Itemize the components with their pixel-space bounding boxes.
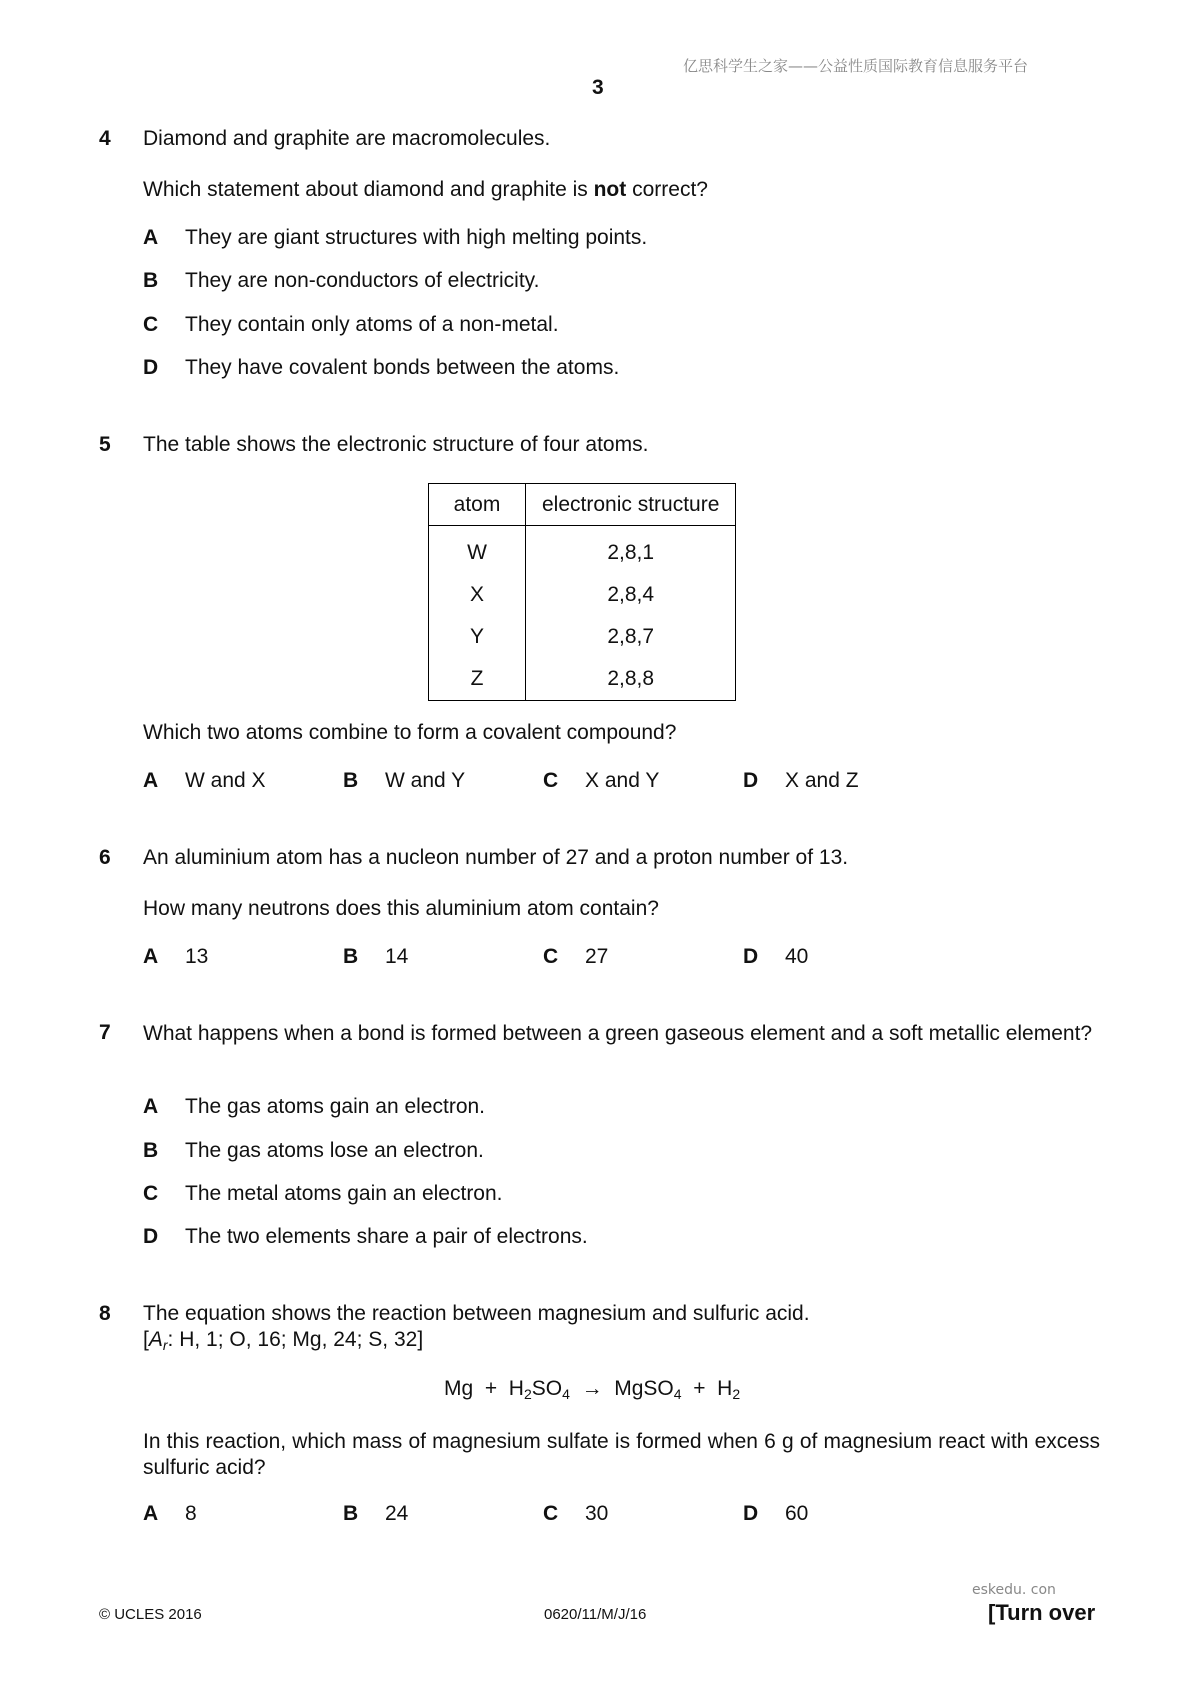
table-row: X 2,8,4 [429,574,736,616]
q8-option-b: B 24 [343,1502,409,1525]
footer-copyright: © UCLES 2016 [99,1606,202,1623]
q5-text: The table shows the electronic structure of four atoms. [143,433,649,456]
table-header-atom: atom [429,484,526,526]
q4-option-d: D They have covalent bonds between the atoms. [143,356,620,379]
q7-number: 7 [99,1021,111,1044]
electronic-structure-table [428,483,736,701]
q5-option-c: C X and Y [543,769,660,792]
q4-question: Which statement about diamond and graphite is not correct? [143,178,708,201]
q8-number: 8 [99,1302,111,1325]
q5-option-a: A W and X [143,769,266,792]
q8-relative-masses: [$A_r$: H, 1; O, 16; Mg, 24; S, 32] [143,1328,424,1353]
table-row: Y 2,8,7 [429,616,736,658]
table-row: W 2,8,1 [429,526,736,575]
q7-text: What happens when a bond is formed between a green gaseous element and a soft metallic element? [143,1022,1093,1045]
reaction-arrow: → [581,1377,603,1400]
q5-question: Which two atoms combine to form a covalent compound? [143,721,677,744]
table-row: Z 2,8,8 [429,658,736,701]
q8-text: The equation shows the reaction between magnesium and sulfuric acid. [143,1302,810,1325]
q6-option-d: D 40 [743,945,809,968]
q4-option-a: A They are giant structures with high melting points. [143,226,648,249]
q4-option-c: C They contain only atoms of a non-metal. [143,313,559,336]
q7-option-c: C The metal atoms gain an electron. [143,1182,503,1205]
q5-option-d: D X and Z [743,769,859,792]
q6-option-b: B 14 [343,945,409,968]
footer-watermark: eskedu. con [972,1582,1056,1598]
q4-text: Diamond and graphite are macromolecules. [143,127,551,150]
header-watermark: 亿思科学生之家——公益性质国际教育信息服务平台 [683,57,1029,75]
table-header-structure: electronic structure [526,484,736,526]
q6-question: How many neutrons does this aluminium atom contain? [143,897,659,920]
q8-option-d: D 60 [743,1502,809,1525]
q5-number: 5 [99,433,111,456]
reaction-equation: $Mg + H_2SO_4$ → MgSO$_4$ + $H_2$ [444,1377,741,1402]
q6-text: An aluminium atom has a nucleon number of 27 and a proton number of 13. [143,846,849,869]
q4-number: 4 [99,127,111,150]
footer-paper-code: 0620/11/M/J/16 [544,1606,647,1623]
page-number: 3 [592,76,604,99]
q4-option-b: B They are non-conductors of electricity. [143,269,540,292]
q7-option-d: D The two elements share a pair of electrons. [143,1225,588,1248]
q5-option-b: B W and Y [343,769,466,792]
turn-over-label: [Turn over [988,1600,1096,1625]
q6-option-a: A 13 [143,945,209,968]
q6-option-c: C 27 [543,945,609,968]
q8-option-a: A 8 [143,1502,197,1525]
q8-option-c: C 30 [543,1502,609,1525]
q8-question: In this reaction, which mass of magnesium sulfate is formed when 6 g of magnesium react with excess sulfuric acid? [143,1430,1100,1479]
q6-number: 6 [99,846,111,869]
q7-option-b: B The gas atoms lose an electron. [143,1139,484,1162]
q7-option-a: A The gas atoms gain an electron. [143,1095,486,1118]
